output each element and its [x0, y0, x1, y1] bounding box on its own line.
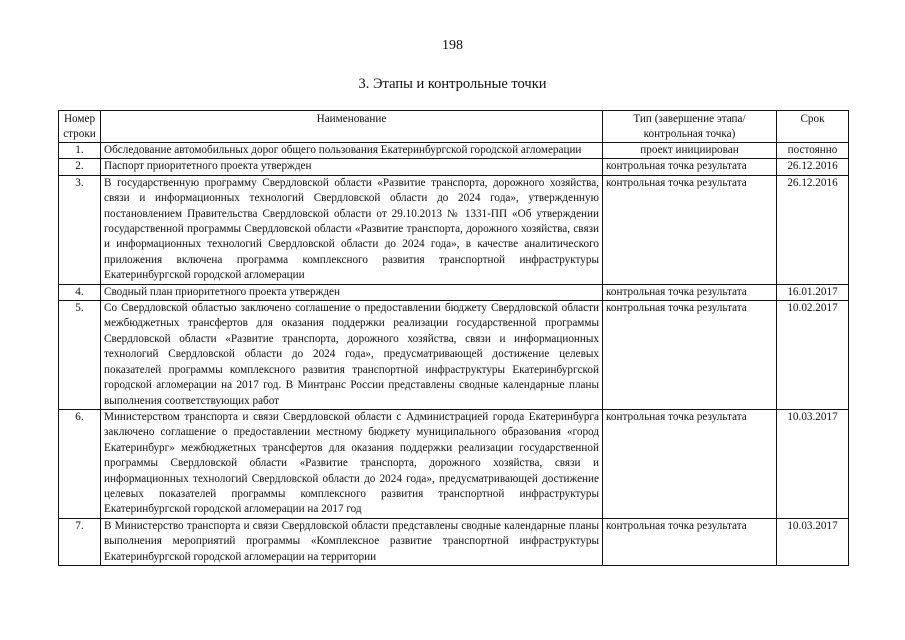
- table-row: [59, 518, 849, 565]
- row-deadline: 10.02.2017: [777, 301, 849, 410]
- row-name: Сводный план приоритетного проекта утвержден: [101, 284, 603, 300]
- table-header-row: [59, 111, 849, 143]
- table-row: [59, 409, 849, 518]
- table-row: [59, 159, 849, 175]
- row-name: Со Свердловской областью заключено соглашение о предоставлении бюджету Свердловской области межбюджетных трансфертов для оказания поддержки реализации государственной программы Свердловской области «Развитие транспорта, дорожного хозяйства, связи и информационных технологий Свердловской области до 2024 года», предусматривающей достижение целевых показателей программы комплексного развития транспортной инфраструктуры Екатеринбургской городской агломерации на 2017 год. В Минтранс России представлены сводные календарные планы выполнения соответствующих работ: [101, 301, 603, 410]
- row-name: Обследование автомобильных дорог общего пользования Екатеринбургской городской агломерации: [101, 143, 603, 159]
- table-row: [59, 301, 849, 410]
- row-deadline: 26.12.2016: [777, 159, 849, 175]
- table-row: [59, 143, 849, 159]
- page-number: 198: [442, 38, 463, 53]
- header-number: Номер строки: [59, 111, 101, 143]
- row-type: контрольная точка результата: [603, 159, 777, 175]
- header-deadline: Срок: [777, 111, 849, 143]
- header-type: Тип (завершение этапа/контрольная точка): [603, 111, 777, 143]
- row-deadline: 26.12.2016: [777, 175, 849, 284]
- row-type: контрольная точка результата: [603, 409, 777, 518]
- row-name: В Министерство транспорта и связи Свердловской области представлены сводные календарные планы выполнения мероприятий программы «Комплексное развитие транспортной инфраструктуры Екатеринбургской городской агломерации на территории: [101, 518, 603, 565]
- header-name: Наименование: [101, 111, 603, 143]
- row-name: В государственную программу Свердловской области «Развитие транспорта, дорожного хозяйства, связи и информационных технологий Свердловской области до 2024 года», утвержденную постановлением Правительства Свердловской области от 29.10.2013 № 1331-ПП «Об утверждении государственной программы Свердловской области «Развитие транспорта, дорожного хозяйства, связи и информационных технологий Свердловской области до 2024 года», в качестве аналитического приложения включена программа комплексного развития транспортной инфраструктуры Екатеринбургской городской агломерации: [101, 175, 603, 284]
- stages-table: [58, 110, 849, 566]
- row-number: 6.: [59, 409, 101, 518]
- section-title: 3. Этапы и контрольные точки: [358, 76, 547, 92]
- row-type: контрольная точка результата: [603, 301, 777, 410]
- row-type: контрольная точка результата: [603, 284, 777, 300]
- row-type: проект инициирован: [603, 143, 777, 159]
- row-number: 5.: [59, 301, 101, 410]
- row-number: 3.: [59, 175, 101, 284]
- row-deadline: 10.03.2017: [777, 409, 849, 518]
- row-type: контрольная точка результата: [603, 175, 777, 284]
- row-number: 7.: [59, 518, 101, 565]
- row-deadline: постоянно: [777, 143, 849, 159]
- table-row: [59, 284, 849, 300]
- row-type: контрольная точка результата: [603, 518, 777, 565]
- row-deadline: 10.03.2017: [777, 518, 849, 565]
- row-number: 4.: [59, 284, 101, 300]
- row-number: 2.: [59, 159, 101, 175]
- row-deadline: 16.01.2017: [777, 284, 849, 300]
- table-row: [59, 175, 849, 284]
- row-name: Паспорт приоритетного проекта утвержден: [101, 159, 603, 175]
- row-number: 1.: [59, 143, 101, 159]
- row-name: Министерством транспорта и связи Свердловской области с Администрацией города Екатеринбурга заключено соглашение о предоставлении местному бюджету муниципального образования «город Екатеринбург» межбюджетных трансфертов для оказания поддержки реализации государственной программы Свердловской области «Развитие транспорта, дорожного хозяйства, связи и информационных технологий Свердловской области до 2024 года», предусматривающей достижение целевых показателей программы комплексного развития транспортной инфраструктуры Екатеринбургской городской агломерации на 2017 год: [101, 409, 603, 518]
